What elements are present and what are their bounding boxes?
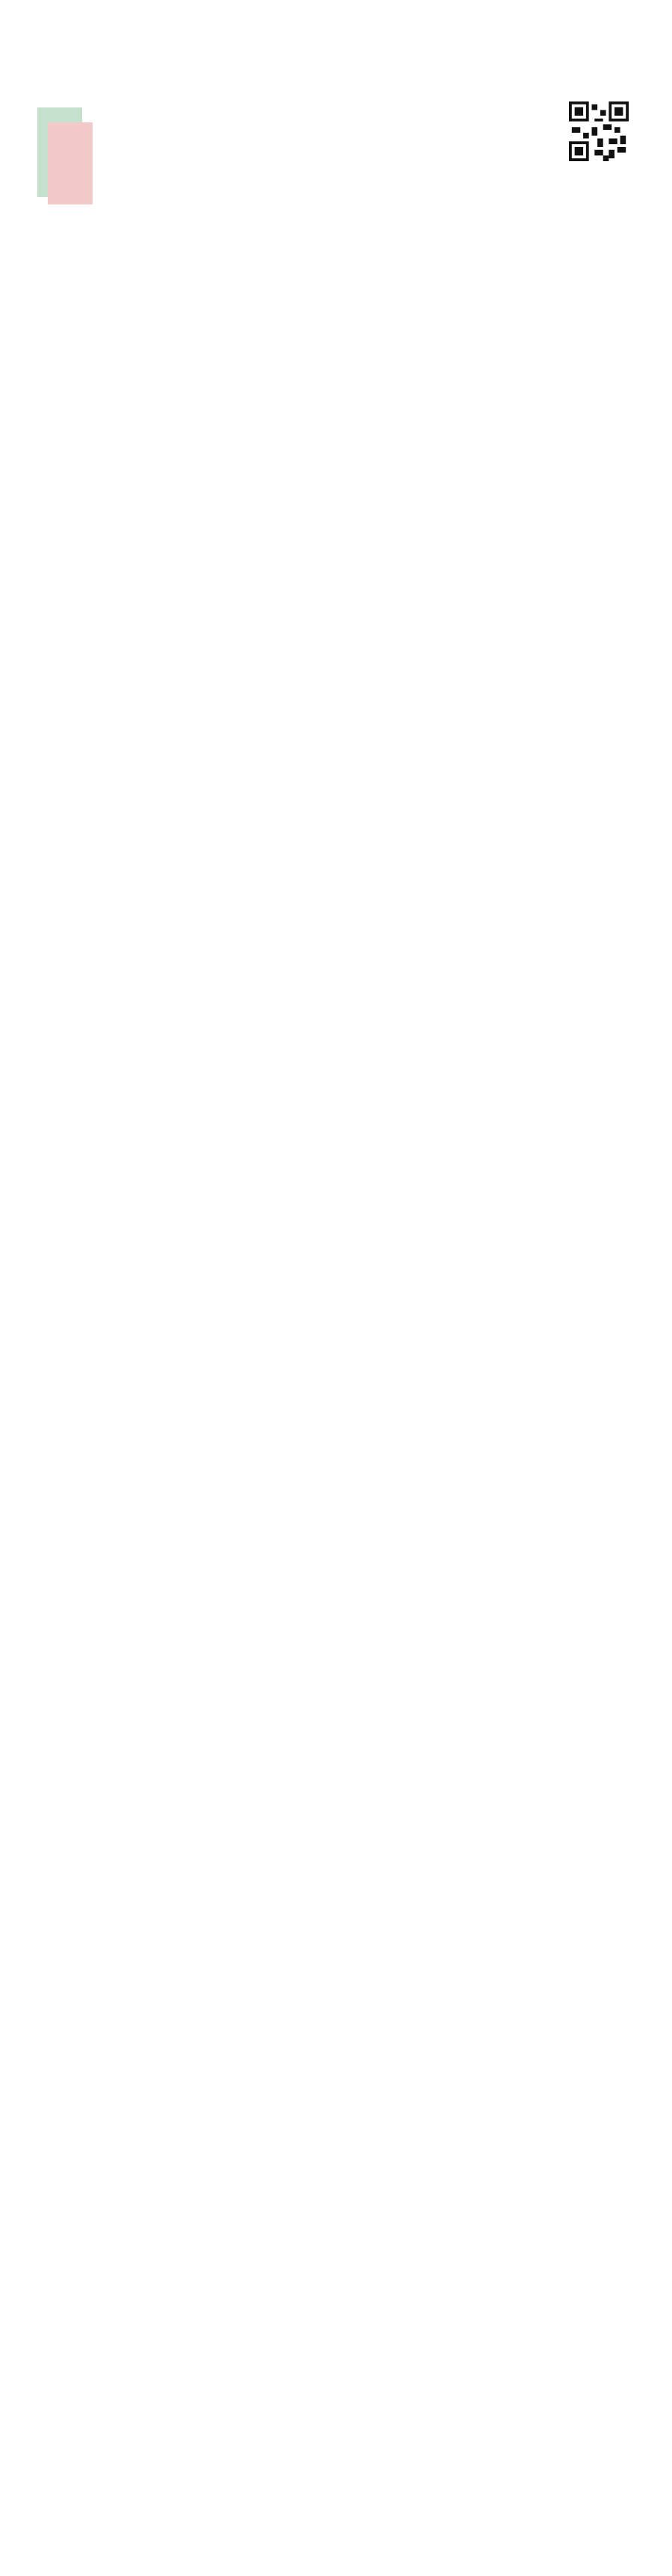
section-3-heading [18, 28, 654, 46]
qr-code-icon[interactable] [569, 101, 629, 161]
section-4-heading [18, 148, 654, 166]
watermark-logo-icon [33, 93, 108, 212]
